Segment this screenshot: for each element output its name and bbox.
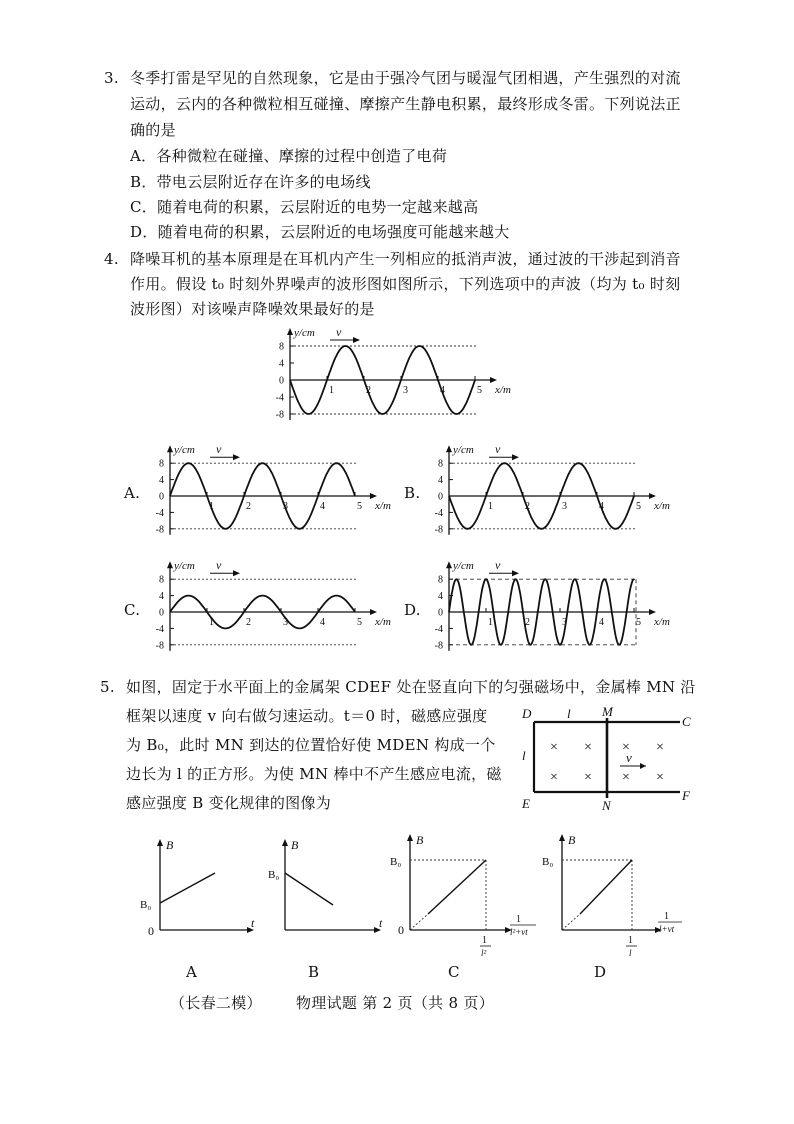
y-tick-label: 4 (279, 358, 284, 370)
q4-line-2: 作用。假设 t₀ 时刻外界噪声的波形图如图所示，下列选项中的声波（均为 t₀ 时刻 (130, 275, 681, 293)
svg-text:×: × (584, 770, 592, 785)
y-tick-label: 8 (159, 574, 164, 586)
graph-letter-d: D (594, 963, 607, 981)
y-tick-label: -8 (275, 409, 284, 421)
velocity-label: v (495, 558, 501, 573)
x-axis-label: x/m (375, 500, 391, 512)
b-graph-d (540, 830, 700, 958)
y-tick-label: 0 (159, 607, 164, 619)
option-c-wave-plot (156, 558, 391, 651)
graph-a-line (160, 873, 215, 903)
q5-line-4: 边长为 l 的正方形。为使 MN 棒中不产生感应电流，磁 (126, 765, 502, 783)
x-tick-label: 2 (525, 617, 530, 628)
y-axis-label: y/cm (174, 560, 195, 573)
svg-text:×: × (550, 770, 558, 785)
y-tick-label: 8 (159, 458, 164, 470)
graph-b-line (285, 873, 333, 905)
svg-text:×: × (622, 740, 630, 755)
label-d: D (522, 706, 532, 721)
svg-text:l²: l² (481, 948, 487, 958)
svg-text:l: l (629, 948, 632, 958)
x-tick-label: 2 (366, 385, 371, 396)
q3-option-b: B．带电云层附近存在许多的电场线 (130, 173, 371, 191)
b-graph-b (265, 835, 395, 940)
q5-number: 5. (100, 678, 115, 696)
x-tick-label: 3 (562, 617, 567, 628)
svg-text:l+vt: l+vt (659, 924, 675, 934)
q3-line-3: 确的是 (130, 121, 176, 139)
x-axis-label: x/m (375, 616, 391, 628)
option-a-wave-plot (156, 442, 391, 535)
svg-text:B: B (291, 838, 299, 852)
velocity-label: v (495, 442, 501, 457)
x-tick-label: 2 (246, 501, 251, 512)
b-graph-a (140, 835, 270, 940)
graph-letter-a: A (186, 963, 198, 981)
label-e: E (522, 796, 530, 811)
y-axis-label: y/cm (453, 444, 474, 457)
q3-line-1: 冬季打雷是罕见的自然现象，它是由于强冷气团与暖湿气团相遇，产生强烈的对流 (130, 69, 681, 87)
svg-text:l²+vt: l²+vt (510, 927, 528, 937)
y-tick-label: -4 (275, 392, 284, 404)
y-tick-label: 4 (438, 591, 443, 603)
label-m: M (602, 704, 613, 719)
graph-letter-c: C (448, 963, 460, 981)
y-axis-label: y/cm (174, 444, 195, 457)
y-axis-label: y/cm (294, 327, 315, 339)
y-tick-label: -8 (434, 640, 443, 652)
q4-line-3: 波形图）对该噪声降噪效果最好的是 (130, 300, 375, 318)
y-tick-label: 8 (438, 574, 443, 586)
option-b-wave-plot (435, 442, 670, 535)
y-tick-label: 8 (279, 341, 284, 353)
svg-text:×: × (622, 770, 630, 785)
svg-text:t: t (379, 916, 383, 930)
option-c-letter: C. (124, 601, 141, 619)
q5-line-1: 如图，固定于水平面上的金属架 CDEF 处在竖直向下的匀强磁场中，金属棒 MN 沿 (126, 678, 696, 696)
y-tick-label: -4 (434, 623, 443, 635)
q3-number: 3. (104, 69, 119, 87)
q3-option-a: A．各种微粒在碰撞、摩擦的过程中创造了电荷 (130, 147, 448, 165)
b-graph-c (388, 830, 548, 958)
svg-text:t: t (251, 916, 255, 930)
svg-text:B: B (166, 838, 174, 852)
y-tick-label: 0 (279, 375, 284, 387)
y-axis-label: y/cm (453, 560, 474, 573)
svg-text:1: 1 (516, 914, 521, 925)
graph-letter-b: B (308, 963, 320, 981)
y-tick-label: -8 (155, 524, 164, 536)
x-tick-label: 3 (562, 501, 567, 512)
footer-page-info: 物理试题 第 2 页（共 8 页） (296, 994, 495, 1012)
x-tick-label: 3 (283, 617, 288, 628)
y-tick-label: -4 (155, 507, 164, 519)
y-tick-label: -4 (155, 623, 164, 635)
svg-text:B: B (416, 833, 424, 847)
footer-exam-name: （长春二模） (170, 994, 262, 1012)
y-tick-label: 4 (159, 475, 164, 487)
y-tick-label: -8 (155, 640, 164, 652)
x-tick-label: 4 (320, 501, 325, 512)
y-tick-label: -4 (434, 507, 443, 519)
x-tick-label: 1 (329, 385, 334, 396)
svg-text:×: × (656, 740, 664, 755)
x-tick-label: 5 (636, 501, 641, 512)
label-l-side: l (522, 748, 526, 763)
x-tick-label: 4 (440, 385, 445, 396)
x-axis-label: x/m (654, 500, 670, 512)
x-tick-label: 5 (636, 617, 641, 628)
svg-text:×: × (656, 770, 664, 785)
x-tick-label: 3 (403, 385, 408, 396)
svg-text:B: B (568, 833, 576, 847)
x-tick-label: 1 (209, 617, 214, 628)
svg-text:0: 0 (148, 924, 154, 938)
q3-option-d: D．随着电荷的积累，云层附近的电场强度可能越来越大 (130, 223, 510, 241)
graph-c-line (428, 860, 486, 914)
x-tick-label: 5 (357, 501, 362, 512)
q5-line-5: 感应强度 B 变化规律的图像为 (126, 794, 332, 812)
velocity-label: v (626, 750, 632, 765)
frame-rails (534, 718, 680, 798)
svg-text:0: 0 (398, 923, 404, 937)
x-tick-label: 5 (477, 385, 482, 396)
label-l-top: l (567, 706, 571, 721)
svg-text:B₀: B₀ (268, 869, 280, 881)
x-tick-label: 1 (209, 501, 214, 512)
x-tick-label: 2 (246, 617, 251, 628)
svg-text:1: 1 (628, 935, 633, 946)
noise-wave-plot (276, 325, 511, 421)
svg-text:B₀: B₀ (390, 856, 402, 868)
option-b-letter: B. (404, 484, 421, 502)
option-d-letter: D. (404, 601, 421, 619)
svg-text:B₀: B₀ (140, 899, 152, 911)
y-tick-label: 0 (159, 491, 164, 503)
x-tick-label: 1 (488, 501, 493, 512)
x-tick-label: 4 (599, 501, 604, 512)
q5-line-2: 框架以速度 v 向右做匀速运动。t＝0 时，磁感应强度 (126, 707, 488, 725)
x-axis-label: x/m (495, 384, 511, 396)
svg-text:×: × (584, 740, 592, 755)
label-c: C (682, 714, 691, 729)
x-tick-label: 1 (488, 617, 493, 628)
metal-frame-diagram (510, 700, 700, 820)
option-a-letter: A. (124, 484, 141, 502)
label-n: N (602, 798, 611, 813)
q3-option-c: C．随着电荷的积累，云层附近的电势一定越来越高 (130, 198, 479, 216)
q3-line-2: 运动，云内的各种微粒相互碰撞、摩擦产生静电积累，最终形成冬雷。下列说法正 (130, 95, 681, 113)
y-tick-label: 4 (159, 591, 164, 603)
x-tick-label: 4 (599, 617, 604, 628)
x-tick-label: 5 (357, 617, 362, 628)
q4-line-1: 降噪耳机的基本原理是在耳机内产生一列相应的抵消声波，通过波的干涉起到消音 (130, 250, 681, 268)
y-tick-label: 4 (438, 475, 443, 487)
q5-line-3: 为 B₀，此时 MN 到达的位置恰好使 MDEN 构成一个 (126, 736, 496, 754)
svg-text:B₀: B₀ (542, 856, 554, 868)
svg-text:1: 1 (664, 911, 669, 922)
y-tick-label: 0 (438, 607, 443, 619)
x-tick-label: 4 (320, 617, 325, 628)
x-tick-label: 2 (525, 501, 530, 512)
velocity-label: v (216, 442, 222, 457)
y-tick-label: -8 (434, 524, 443, 536)
graph-d-line (580, 860, 632, 914)
x-axis-label: x/m (654, 616, 670, 628)
velocity-label: v (216, 558, 222, 573)
y-tick-label: 8 (438, 458, 443, 470)
velocity-label: v (336, 325, 342, 339)
q4-number: 4. (104, 250, 119, 268)
label-f: F (682, 788, 690, 803)
y-tick-label: 0 (438, 491, 443, 503)
svg-text:×: × (550, 740, 558, 755)
svg-text:1: 1 (482, 935, 487, 946)
option-d-wave-plot (435, 558, 670, 651)
x-tick-label: 3 (283, 501, 288, 512)
